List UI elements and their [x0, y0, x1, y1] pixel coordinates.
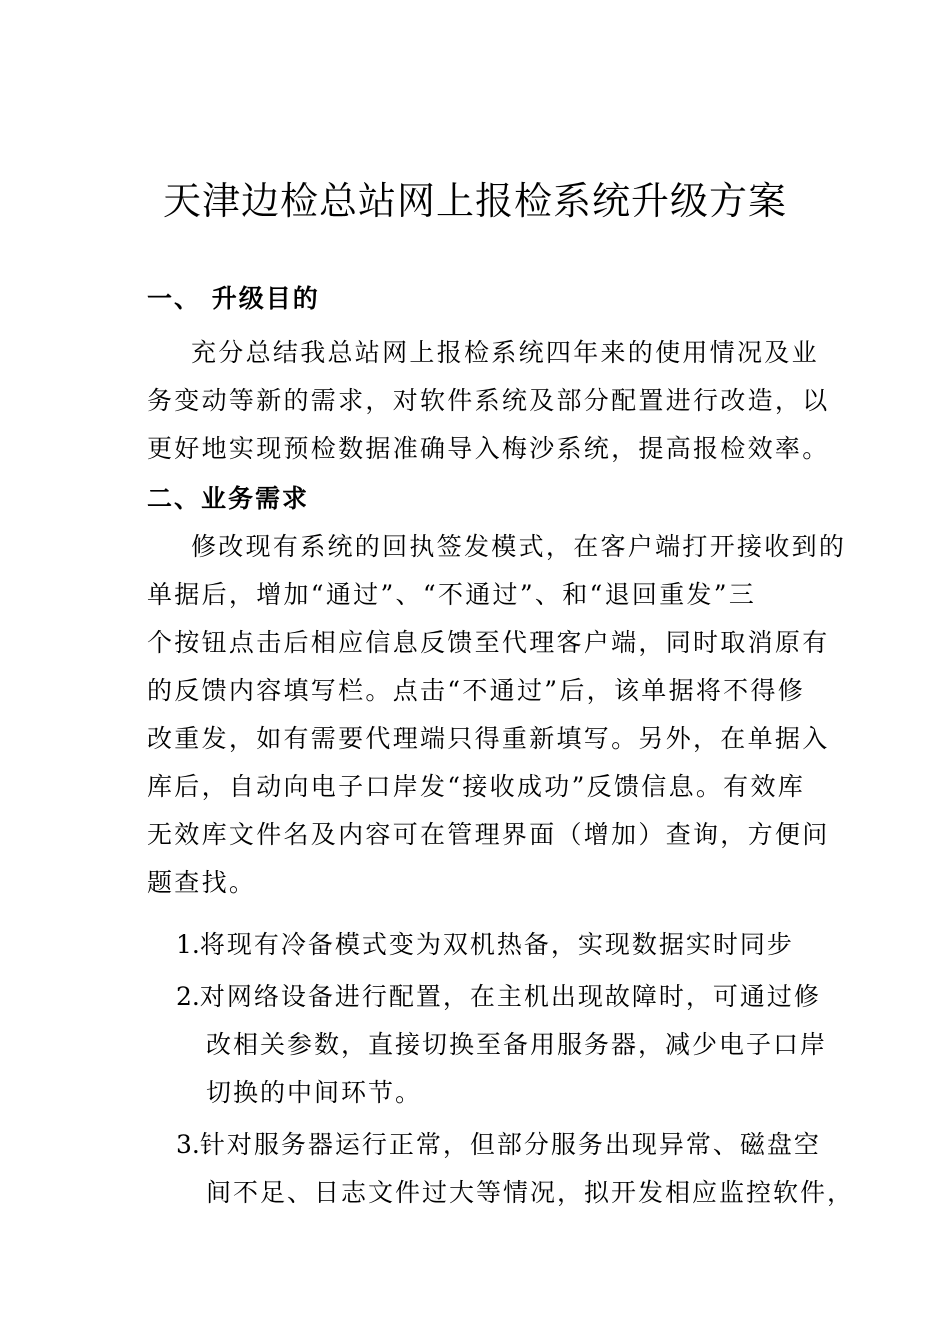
- paragraph-line: 的反馈内容填写栏。点击“不通过”后，该单据将不得修: [147, 676, 806, 705]
- paragraph-line: 改重发，如有需要代理端只得重新填写。另外，在单据入: [147, 724, 830, 753]
- list-number: 2.: [176, 982, 200, 1011]
- paragraph-line: 个按钮点击后相应信息反馈至代理客户端，同时取消原有: [147, 628, 830, 657]
- paragraph-line: 库后，自动向电子口岸发“接收成功”反馈信息。有效库: [147, 772, 806, 801]
- section-heading-requirements: 二、业务需求: [147, 484, 310, 513]
- paragraph-line: 充分总结我总站网上报检系统四年来的使用情况及业: [191, 338, 819, 367]
- paragraph-line: 题查找。: [147, 868, 257, 897]
- purpose-paragraph: [147, 329, 830, 473]
- document-title: 天津边检总站网上报检系统升级方案: [162, 179, 787, 223]
- list-item-line: [176, 1121, 821, 1169]
- paragraph-line: 单据后，增加“通过”、“不通过”、和“退回重发”三: [147, 580, 757, 609]
- list-number: 1.: [176, 930, 200, 959]
- list-item-line: 改相关参数，直接切换至备用服务器，减少电子口岸: [206, 1030, 828, 1059]
- list-item-line: 间不足、日志文件过大等情况，拟开发相应监控软件，: [206, 1178, 855, 1207]
- list-item-line: [176, 973, 821, 1021]
- paragraph-line: 无效库文件名及内容可在管理界面（增加）查询，方便问: [147, 820, 830, 849]
- paragraph-line: 修改现有系统的回执签发模式，在客户端打开接收到的: [191, 532, 847, 561]
- list-text: 针对服务器运行正常，但部分服务出现异常、磁盘空: [199, 1130, 821, 1159]
- list-item: [176, 921, 816, 969]
- list-item-line: [176, 921, 816, 969]
- paragraph-line: 更好地实现预检数据准确导入梅沙系统，提高报检效率。: [147, 434, 830, 463]
- list-number: 3.: [176, 1130, 200, 1159]
- list-text: 将现有冷备模式变为双机热备，实现数据实时同步: [199, 930, 794, 959]
- list-item: [176, 1121, 855, 1217]
- requirements-paragraph: [147, 523, 847, 907]
- list-text: 对网络设备进行配置，在主机出现故障时，可通过修: [199, 982, 821, 1011]
- list-item: [176, 973, 828, 1117]
- list-item-line: 切换的中间环节。: [206, 1078, 423, 1107]
- paragraph-line: 务变动等新的需求，对软件系统及部分配置进行改造，以: [147, 386, 830, 415]
- section-heading-purpose: 一、 升级目的: [147, 284, 320, 313]
